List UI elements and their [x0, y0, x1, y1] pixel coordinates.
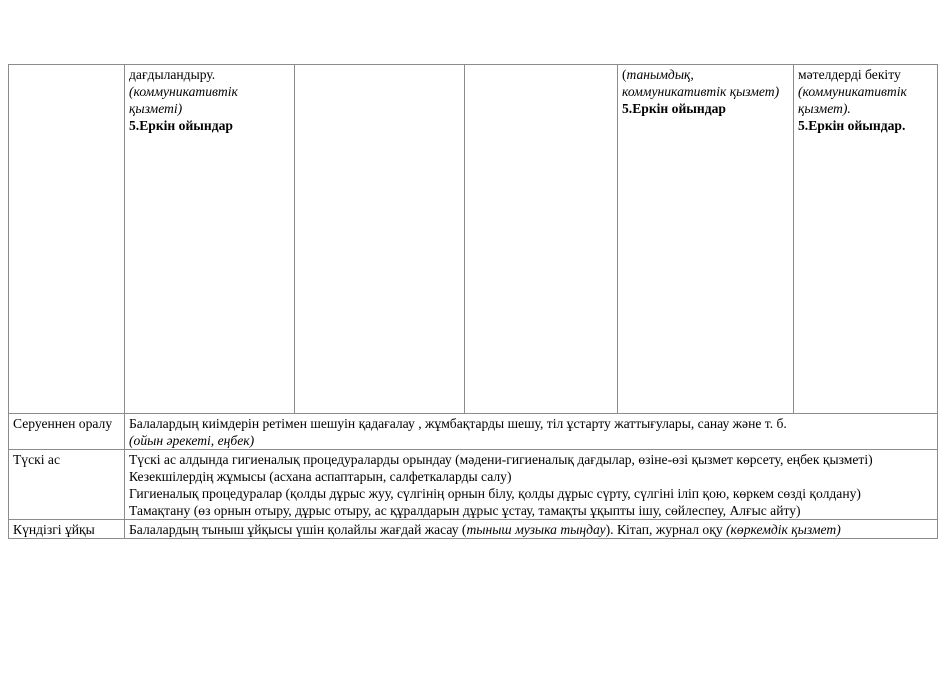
cell-text: Балалардың киімдерін ретімен шешуін қадағалау , жұмбақтарды шешу, тіл ұстарту жаттығулары, санау және т. б. [129, 416, 787, 431]
free-games-heading: 5.Еркін ойындар [622, 101, 726, 116]
activity-note: (коммуникативтік қызмет). [798, 84, 907, 116]
cell-thursday [618, 65, 794, 414]
free-games-heading: 5.Еркін ойындар [129, 118, 233, 133]
cell-friday [794, 65, 938, 414]
cell-text: Балалардың тыныш ұйқысы үшін қолайлы жағдай жасау (тыныш музыка тыңдау). Кітап, журнал оқу (көркемдік қызмет) [129, 522, 841, 537]
free-games-heading: 5.Еркін ойындар. [798, 118, 906, 133]
schedule-table [8, 64, 938, 539]
cell-text: Кезекшілердің жұмысы (асхана аспаптарын, салфеткаларды салу) [129, 469, 512, 484]
cell-tuesday [295, 65, 465, 414]
cell-text: Түскі ас алдында гигиеналық процедураларды орындау (мәдени-гигиеналық дағдылар, өзіне-өзі қызмет көрсету, еңбек қызметі) [129, 452, 873, 467]
cell-monday [125, 65, 295, 414]
row-content [125, 450, 938, 520]
table-row [9, 65, 938, 414]
table-row [9, 414, 938, 450]
cell-empty-label [9, 65, 125, 414]
cell-wednesday [465, 65, 618, 414]
row-label: Түскі ас [9, 450, 125, 520]
cell-text: дағдыландыру. [129, 67, 216, 82]
activity-note: (коммуникативтік қызметі) [129, 84, 238, 116]
row-content [125, 520, 938, 539]
table-row [9, 450, 938, 520]
cell-text: Гигиеналық процедуралар (қолды дұрыс жуу, сүлгінің орнын білу, қолды дұрыс сүрту, сүлгіні іліп қою, көркем сөзді қолдану) [129, 486, 861, 501]
row-label: Серуеннен оралу [9, 414, 125, 450]
activity-note: (танымдық, коммуникативтік қызмет) [622, 67, 780, 99]
table-row [9, 520, 938, 539]
cell-text: Тамақтану (өз орнын отыру, дұрыс отыру, ас құралдарын дұрыс ұстау, тамақты ұқыпты ішу, сөйлеспеу, Алғыс айту) [129, 503, 801, 518]
cell-text: мәтелдерді бекіту [798, 67, 901, 82]
activity-note: (ойын әрекеті, еңбек) [129, 433, 255, 448]
row-content [125, 414, 938, 450]
row-label: Күндізгі ұйқы [9, 520, 125, 539]
